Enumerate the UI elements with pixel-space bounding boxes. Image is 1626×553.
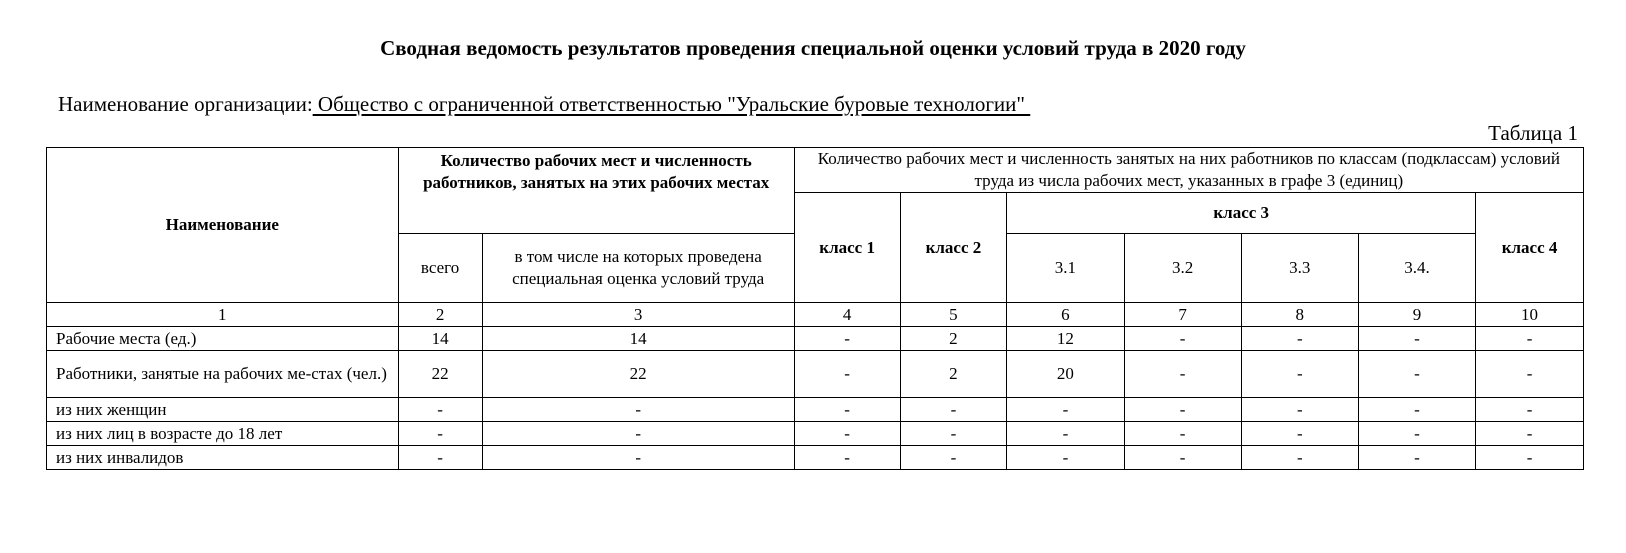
header-assessed: в том числе на которых проведена специальная оценка условий труда	[482, 234, 794, 303]
organization-label: Наименование организации:	[58, 92, 313, 116]
table-cell: -	[1358, 422, 1475, 446]
column-number: 9	[1358, 303, 1475, 327]
table-cell: -	[794, 446, 900, 470]
table-cell: -	[900, 422, 1007, 446]
column-number: 3	[482, 303, 794, 327]
table-cell: -	[794, 327, 900, 351]
table-cell: 2	[900, 327, 1007, 351]
table-cell: 22	[482, 351, 794, 398]
organization-line	[58, 92, 1030, 117]
header-subclass-3-4: 3.4.	[1358, 234, 1475, 303]
column-number: 8	[1241, 303, 1358, 327]
row-label: Рабочие места (ед.)	[47, 327, 399, 351]
header-class-3: класс 3	[1007, 193, 1476, 234]
column-number: 6	[1007, 303, 1124, 327]
table-row	[47, 398, 1584, 422]
table-row	[47, 422, 1584, 446]
table-cell: -	[1124, 327, 1241, 351]
table-cell: -	[1007, 422, 1124, 446]
table-cell: -	[1124, 422, 1241, 446]
header-name: Наименование	[47, 148, 399, 303]
table-cell: -	[900, 446, 1007, 470]
table-cell: -	[1124, 398, 1241, 422]
table-cell: -	[1358, 398, 1475, 422]
header-workplaces-group: Количество рабочих мест и численность работников, занятых на этих рабочих местах	[398, 148, 794, 234]
column-number: 1	[47, 303, 399, 327]
table-cell: 2	[900, 351, 1007, 398]
table-cell: -	[794, 422, 900, 446]
header-classes-group: Количество рабочих мест и численность занятых на них работников по классам (подклассам) условий труда из числа рабочих мест, указанных в графе 3 (единиц)	[794, 148, 1583, 193]
row-label: из них женщин	[47, 398, 399, 422]
column-number: 4	[794, 303, 900, 327]
table-cell: -	[1124, 351, 1241, 398]
column-number-row	[47, 303, 1584, 327]
table-cell: -	[794, 351, 900, 398]
header-subclass-3-2: 3.2	[1124, 234, 1241, 303]
table-cell: -	[1241, 351, 1358, 398]
table-cell: 12	[1007, 327, 1124, 351]
table-cell: -	[398, 398, 482, 422]
table-cell: -	[1241, 446, 1358, 470]
table-cell: -	[1007, 446, 1124, 470]
table-cell: -	[398, 446, 482, 470]
table-cell: -	[1124, 446, 1241, 470]
header-subclass-3-3: 3.3	[1241, 234, 1358, 303]
table-cell: -	[1241, 327, 1358, 351]
table-row	[47, 351, 1584, 398]
column-number: 7	[1124, 303, 1241, 327]
table-cell: -	[1476, 398, 1584, 422]
document-title: Сводная ведомость результатов проведения специальной оценки условий труда в 2020 году	[380, 36, 1246, 60]
table-cell: -	[1358, 446, 1475, 470]
row-label: Работники, занятые на рабочих ме-стах (чел.)	[47, 351, 399, 398]
row-label: из них инвалидов	[47, 446, 399, 470]
table-cell: -	[1476, 422, 1584, 446]
table-cell: -	[1476, 351, 1584, 398]
table-cell: 20	[1007, 351, 1124, 398]
header-subclass-3-1: 3.1	[1007, 234, 1124, 303]
table-cell: -	[900, 398, 1007, 422]
header-class-2: класс 2	[900, 193, 1007, 303]
table-cell: -	[398, 422, 482, 446]
table-cell: -	[482, 422, 794, 446]
summary-table	[46, 147, 1584, 470]
table-cell: -	[1358, 327, 1475, 351]
table-cell: -	[482, 398, 794, 422]
table-cell: 14	[398, 327, 482, 351]
table-cell: -	[1241, 398, 1358, 422]
table-cell: 14	[482, 327, 794, 351]
table-caption: Таблица 1	[1488, 121, 1578, 145]
table-cell: -	[1476, 327, 1584, 351]
table-cell: -	[1358, 351, 1475, 398]
column-number: 2	[398, 303, 482, 327]
table-cell: -	[1476, 446, 1584, 470]
header-total: всего	[398, 234, 482, 303]
table-row	[47, 327, 1584, 351]
column-number: 5	[900, 303, 1007, 327]
header-class-4: класс 4	[1476, 193, 1584, 303]
table-cell: -	[1241, 422, 1358, 446]
table-row	[47, 446, 1584, 470]
table-cell: -	[794, 398, 900, 422]
row-label: из них лиц в возрасте до 18 лет	[47, 422, 399, 446]
table-cell: -	[1007, 398, 1124, 422]
column-number: 10	[1476, 303, 1584, 327]
organization-name: Общество с ограниченной ответственностью "Уральские буровые технологии"	[312, 92, 1031, 116]
table-cell: 22	[398, 351, 482, 398]
header-class-1: класс 1	[794, 193, 900, 303]
table-cell: -	[482, 446, 794, 470]
